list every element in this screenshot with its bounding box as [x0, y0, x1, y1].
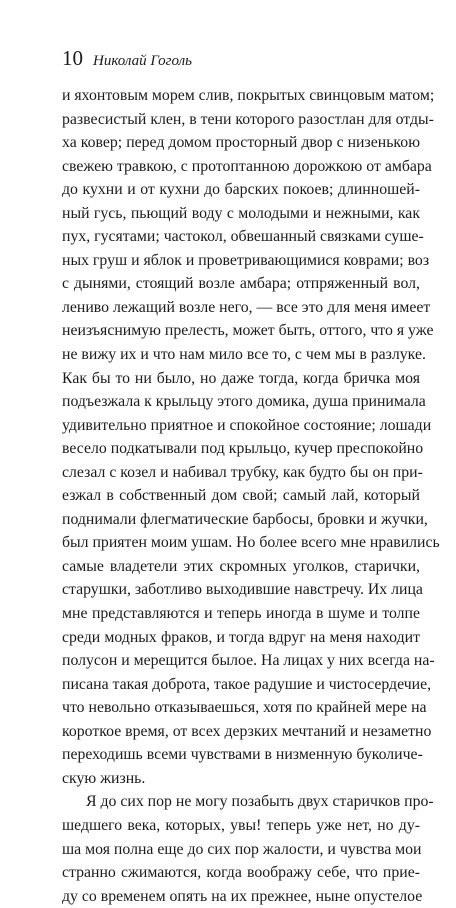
text-line: пух, гусятами; частокол, обвешанный связками суше-	[62, 228, 424, 246]
body-text	[62, 84, 440, 908]
text-line: шедшего века, которых, увы! теперь уже нет, но ду-	[62, 816, 420, 834]
text-line: лениво лежащий возле него, — все это для меня имеет	[62, 298, 431, 316]
text-line: не вижу их и что нам мило все то, с чем мы в разлуке.	[62, 346, 426, 364]
text-line: ша моя полна еще до сих пор жалости, и чувства мои	[62, 840, 422, 858]
text-line: весело подкатывали под крыльцо, кучер преспокойно	[62, 440, 424, 458]
text-line: был приятен моим ушам. Но более всего мне нравились	[62, 534, 440, 552]
text-line: и яхонтовым морем слив, покрытых свинцовым матом;	[62, 87, 435, 104]
text-line: подъезжала к крыльцу этого домика, душа принимала	[62, 393, 426, 411]
text-line: поднимали флегматические барбосы, бровки и жучки,	[62, 510, 428, 528]
text-line: среди модных фраков, и тогда вдруг на меня находит	[62, 628, 420, 646]
text-line: свежею травкою, с протоптанною дорожкою от амбара	[62, 157, 432, 175]
page-number: 10	[62, 46, 83, 70]
paragraph	[62, 84, 440, 790]
text-line: ных груш и яблок и проветривающимися коврами; воз	[62, 251, 430, 269]
text-line: слезал с козел и набивал трубку, как будто бы он при-	[62, 463, 423, 481]
running-title: Николай Гоголь	[93, 53, 192, 69]
text-line: старушки, заботливо выходившие навстречу. Их лица	[62, 581, 423, 599]
text-line: короткое время, от всех дерзких мечтаний и незаметно	[62, 722, 432, 740]
text-line: развесистый клен, в тени которого разостлан для отды-	[62, 110, 434, 128]
text-line: неизъяснимую прелесть, может быть, оттого, что я уже	[62, 322, 434, 340]
text-line: езжал в собственный дом свой; самый лай, который	[62, 487, 420, 505]
text-line: ду со временем опять на их прежнее, ныне опустелое	[62, 887, 423, 905]
text-line: полусон и мерещится былое. На лицах у них всегда на-	[62, 652, 435, 670]
text-line: с дынями, стоящий возле амбара; отпряженный вол,	[62, 275, 420, 293]
text-line: ха ковер; перед домом просторный двор с низенькою	[62, 134, 420, 152]
text-line: самые владетели этих скромных уголков, старички,	[62, 557, 420, 575]
text-line: Как бы то ни было, но даже тогда, когда бричка моя	[62, 369, 420, 387]
text-line: что невольно отказываешься, хотя по крайней мере на	[62, 699, 427, 717]
running-head	[62, 46, 192, 73]
text-line: до кухни и от кухни до барских покоев; длинношей-	[62, 181, 420, 199]
text-line: Я до сих пор не могу позабыть двух старичков про-	[86, 793, 434, 811]
text-line: странно сжимаются, когда воображу себе, что прие-	[62, 864, 420, 882]
text-line: переходишь всеми чувствами в низменную буколиче-	[62, 746, 423, 764]
text-line: скую жизнь.	[62, 769, 146, 787]
paragraph	[62, 790, 434, 908]
text-line: мне представляются и теперь иногда в шуме и толпе	[62, 605, 420, 623]
text-line: ный гусь, пьющий воду с молодыми и нежными, как	[62, 204, 420, 222]
text-line: писана такая доброта, такое радушие и чистосердечие,	[62, 675, 432, 693]
text-line: удивительно приятное и спокойное состояние; лошади	[62, 416, 432, 434]
